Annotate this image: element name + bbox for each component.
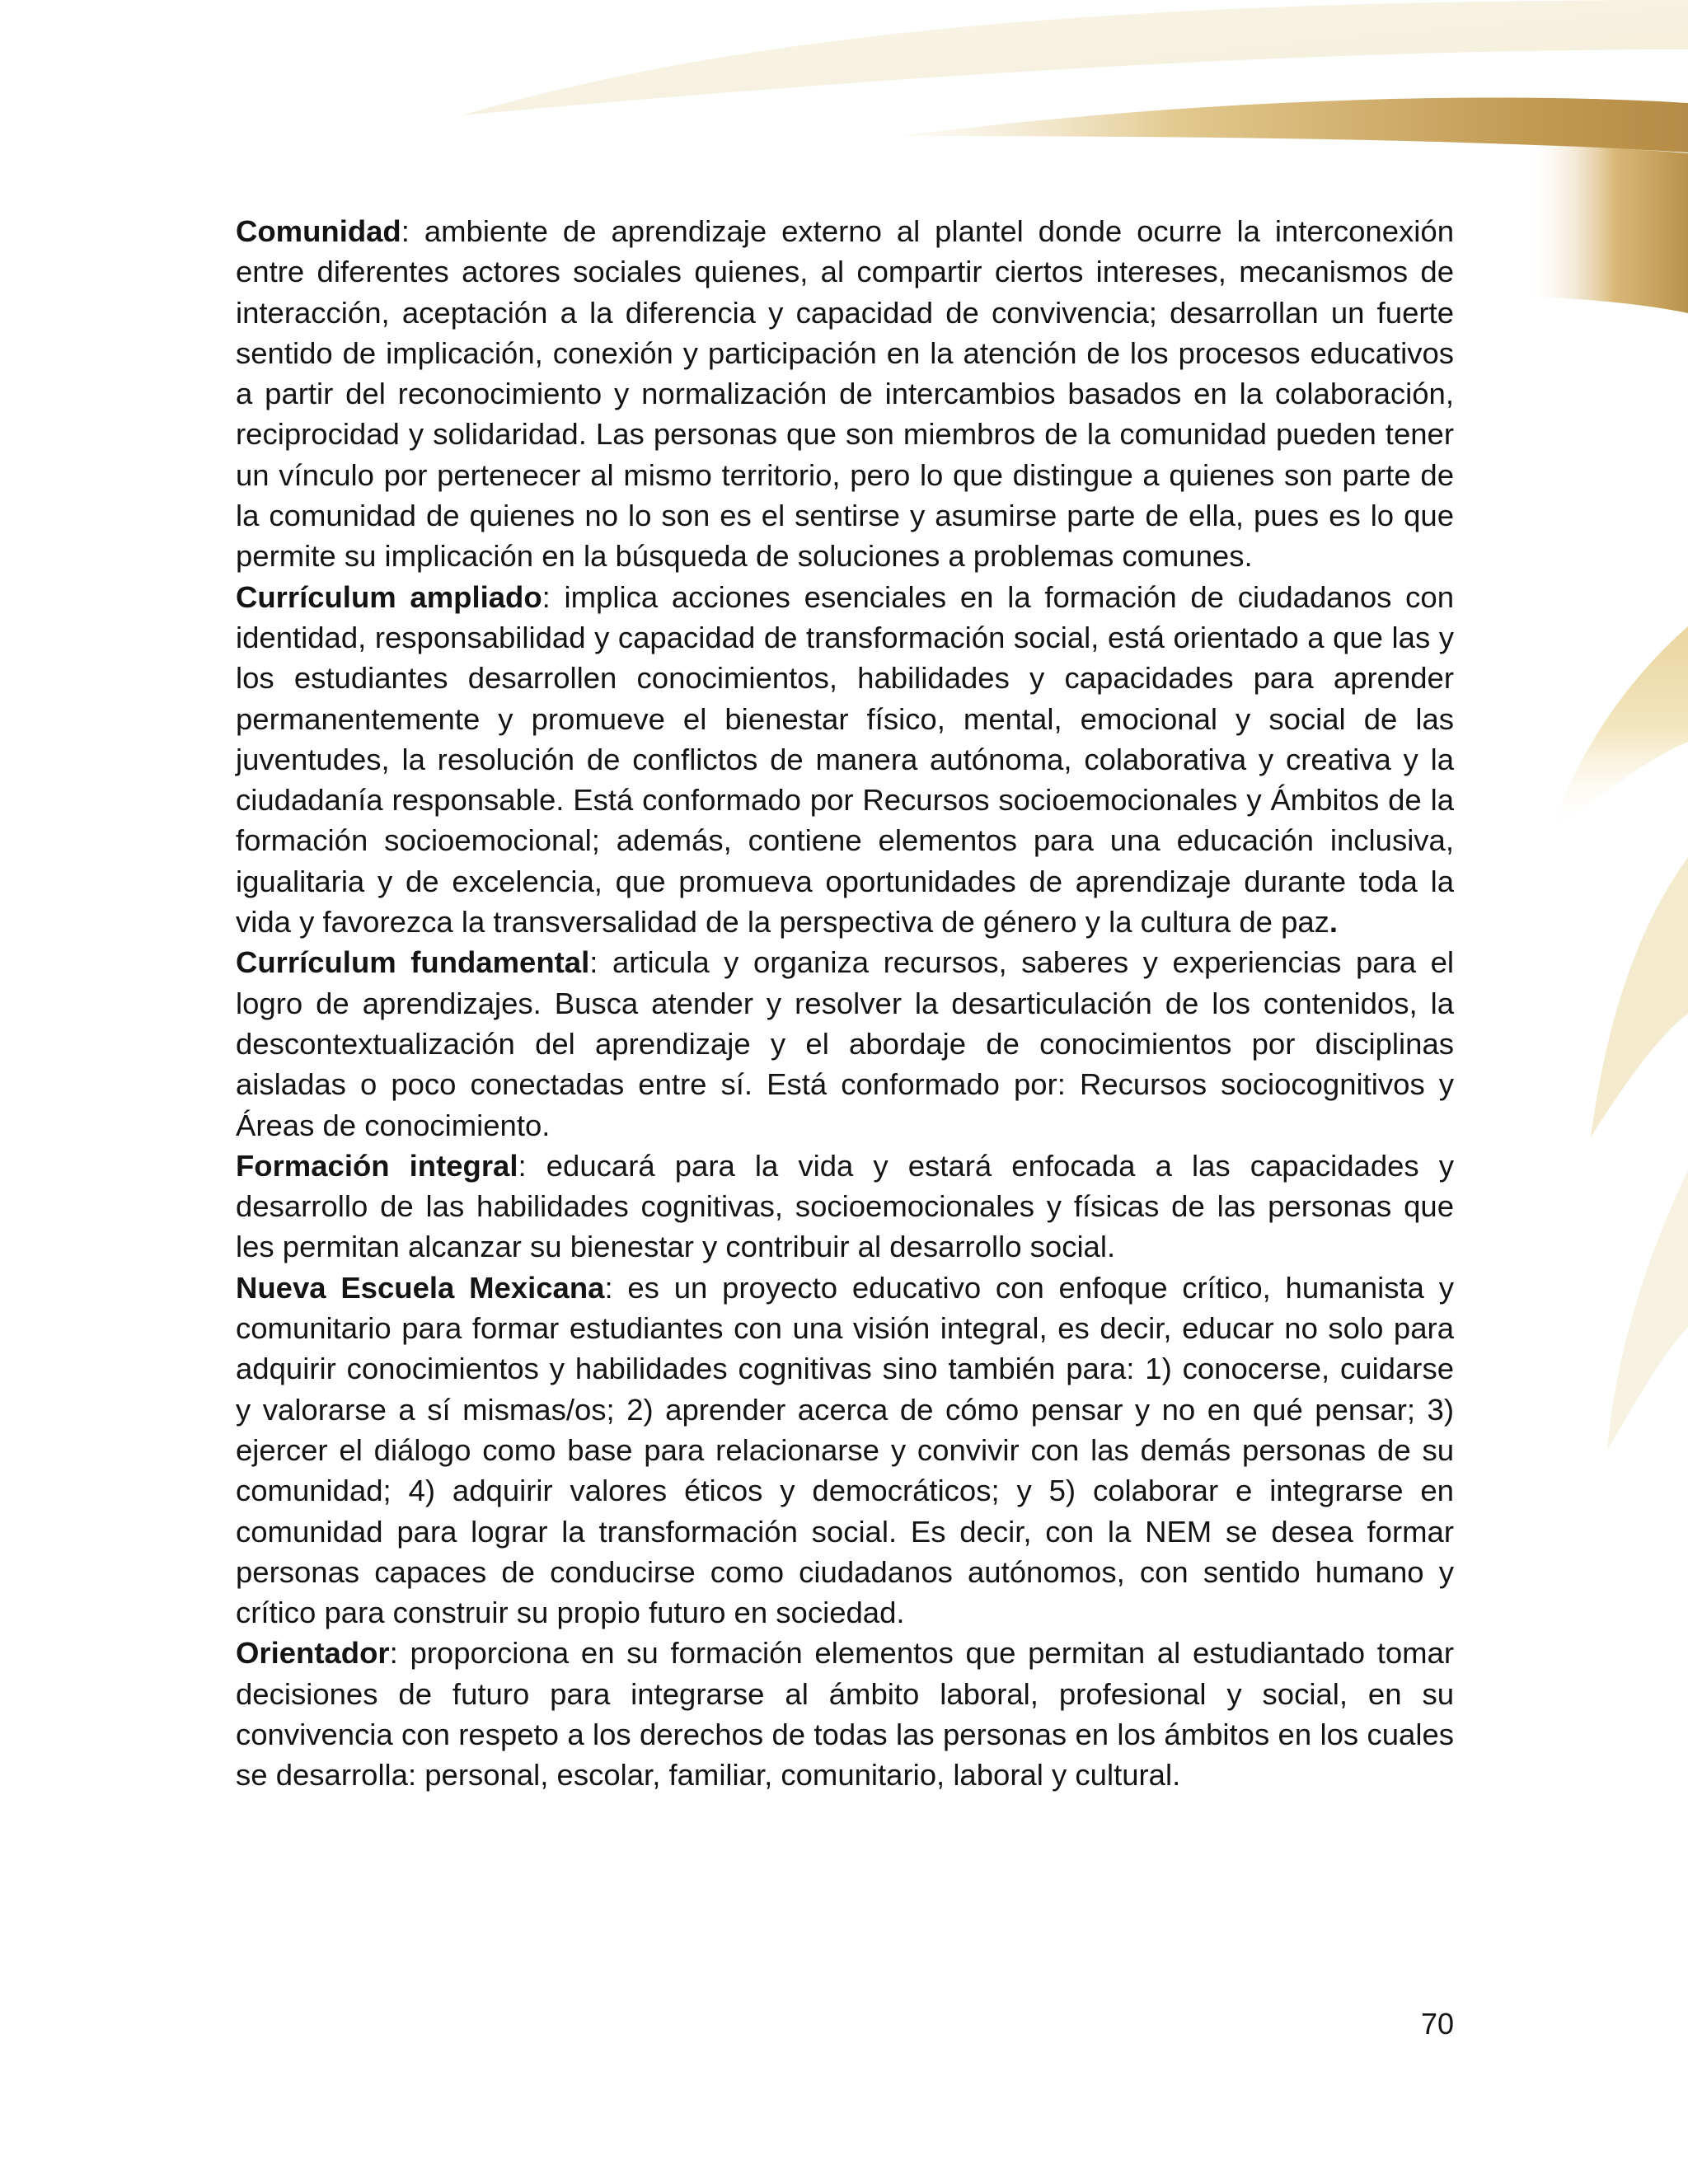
glossary-term: Nueva Escuela Mexicana xyxy=(236,1270,605,1305)
glossary-entry-curriculum-ampliado xyxy=(236,577,1454,943)
glossary-entry-formacion-integral xyxy=(236,1146,1454,1268)
glossary-entry-nueva-escuela-mexicana xyxy=(236,1268,1454,1633)
glossary-term: Formación integral xyxy=(236,1148,518,1183)
page-number: 70 xyxy=(1420,2007,1454,2041)
glossary-term: Currículum ampliado xyxy=(236,579,542,614)
glossary-definition: : implica acciones esenciales en la formación de ciudadanos con identidad, responsabilidad y capacidad de transformación social, está orientado a que las y los estudiantes desarrollen conocimientos, habilidades y capacidades para aprender permanentemente y promueve el bienestar físico, mental, emocional y social de las juventudes, la resolución de conflictos de manera autónoma, colaborativa y creativa y la ciudadanía responsable. Está conformado por Recursos socioemocionales y Ámbitos de la formación socioemocional; además, contiene elementos para una educación inclusiva, igualitaria y de excelencia, que promueva oportunidades de aprendizaje durante toda la vida y favorezca la transversalidad de la perspectiva de género y la cultura de paz xyxy=(236,579,1454,940)
glossary-body xyxy=(236,211,1454,1796)
glossary-term: Orientador xyxy=(236,1636,390,1671)
glossary-term: Comunidad xyxy=(236,214,401,248)
glossary-definition: : articula y organiza recursos, saberes y experiencias para el logro de aprendizajes. Busca atender y resolver la desarticulación de los contenidos, la descontextualización del aprendizaje y el abordaje de conocimientos por disciplinas aisladas o poco conectadas entre sí. Está conformado por: Recursos sociocognitivos y Áreas de conocimiento. xyxy=(236,945,1454,1142)
glossary-definition: : ambiente de aprendizaje externo al plantel donde ocurre la interconexión entre diferentes actores sociales quienes, al compartir ciertos intereses, mecanismos de interacción, aceptación a la diferencia y capacidad de convivencia; desarrollan un fuerte sentido de implicación, conexión y participación en la atención de los procesos educativos a partir del reconocimiento y normalización de intercambios basados en la colaboración, reciprocidad y solidaridad. Las personas que son miembros de la comunidad pueden tener un vínculo por pertenecer al mismo territorio, pero lo que distingue a quienes son parte de la comunidad de quienes no lo son es el sentirse y asumirse parte de ella, pues es lo que permite su implicación en la búsqueda de soluciones a problemas comunes. xyxy=(236,214,1454,574)
glossary-entry-orientador xyxy=(236,1633,1454,1795)
glossary-definition: : educará para la vida y estará enfocada a las capacidades y desarrollo de las habilidades cognitivas, socioemocionales y físicas de las personas que les permitan alcanzar su bienestar y contribuir al desarrollo social. xyxy=(236,1148,1455,1264)
glossary-definition: : proporciona en su formación elementos que permitan al estudiantado tomar decisiones de futuro para integrarse al ámbito laboral, profesional y social, en su convivencia con respeto a los derechos de todas las personas en los ámbitos en los cuales se desarrolla: personal, escolar, familiar, comunitario, laboral y cultural. xyxy=(236,1636,1454,1793)
glossary-definition: : es un proyecto educativo con enfoque crítico, humanista y comunitario para formar estudiantes con una visión integral, es decir, educar no solo para adquirir conocimientos y habilidades cognitivas sino también para: 1) conocerse, cuidarse y valorarse a sí mismas/os; 2) aprender acerca de cómo pensar y no en qué pensar; 3) ejercer el diálogo como base para relacionarse y convivir con las demás personas de su comunidad; 4) adquirir valores éticos y democráticos; y 5) colaborar e integrarse en comunidad para lograr la transformación social. Es decir, con la NEM se desea formar personas capaces de conducirse como ciudadanos autónomos, con sentido humano y crítico para construir su propio futuro en sociedad. xyxy=(236,1270,1454,1630)
glossary-term: Currículum fundamental xyxy=(236,945,590,980)
glossary-entry-comunidad xyxy=(236,211,1454,577)
glossary-definition-end: . xyxy=(1329,905,1339,940)
glossary-entry-curriculum-fundamental xyxy=(236,942,1454,1145)
